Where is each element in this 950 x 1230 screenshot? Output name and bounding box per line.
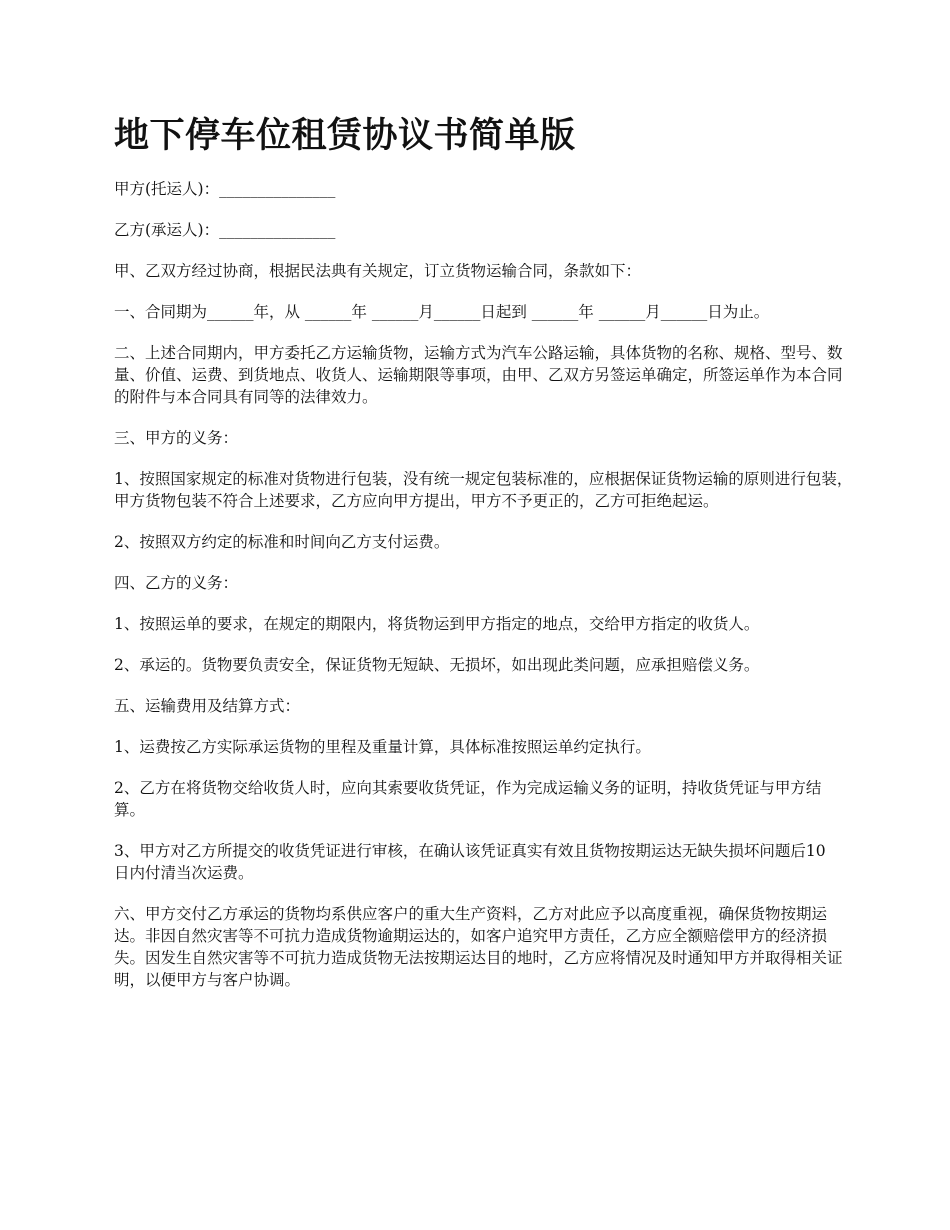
- party-a-line: 甲方(托运人)：_______________: [114, 180, 336, 198]
- clause-4-item-2: 2、承运的。货物要负责安全，保证货物无短缺、无损坏，如出现此类问题，应承担赔偿义务。: [114, 656, 760, 674]
- intro-paragraph: 甲、乙双方经过协商，根据民法典有关规定，订立货物运输合同，条款如下：: [114, 262, 642, 280]
- clause-4-item-1: 1、按照运单的要求，在规定的期限内，将货物运到甲方指定的地点，交给甲方指定的收货人。: [114, 615, 760, 633]
- clause-2-scope: 二、上述合同期内，甲方委托乙方运输货物，运输方式为汽车公路运输，具体货物的名称、规格、型号、数量、价值、运费、到货地点、收货人、运输期限等事项，由甲、乙双方另签运单确定，所签运单作为本合同的附件与本合同具有同等的法律效力。: [114, 344, 843, 406]
- party-b-line: 乙方(承运人)：_______________: [114, 221, 336, 239]
- clause-4-heading: 四、乙方的义务：: [114, 574, 239, 592]
- clause-5-item-3: 3、甲方对乙方所提交的收货凭证进行审核，在确认该凭证真实有效且货物按期运达无缺失损坏问题后10日内付清当次运费。: [114, 842, 826, 882]
- document-body: [114, 178, 854, 1010]
- clause-3-item-1: 1、按照国家规定的标准对货物进行包装，没有统一规定包装标准的，应根据保证货物运输的原则进行包装，甲方货物包装不符合上述要求，乙方应向甲方提出，甲方不予更正的，乙方可拒绝起运。: [114, 470, 853, 510]
- clause-3-heading: 三、甲方的义务：: [114, 429, 239, 447]
- clause-3-item-2: 2、按照双方约定的标准和时间向乙方支付运费。: [114, 533, 450, 551]
- clause-5-heading: 五、运输费用及结算方式：: [114, 697, 301, 715]
- clause-5-item-2: 2、乙方在将货物交给收货人时，应向其索要收货凭证，作为完成运输义务的证明，持收货凭证与甲方结算。: [114, 779, 822, 819]
- clause-6-paragraph: 六、甲方交付乙方承运的货物均系供应客户的重大生产资料，乙方对此应予以高度重视，确保货物按期运达。非因自然灾害等不可抗力造成货物逾期运达的，如客户追究甲方责任，乙方应全额赔偿甲方的经济损失。因发生自然灾害等不可抗力造成货物无法按期运达目的地时，乙方应将情况及时通知甲方并取得相关证明，以便甲方与客户协调。: [114, 905, 843, 989]
- document-title: 地下停车位租赁协议书简单版: [114, 116, 576, 156]
- clause-1-term: 一、合同期为______年，从 ______年 ______月______日起到 ______年 ______月______日为止。: [114, 303, 770, 321]
- clause-5-item-1: 1、运费按乙方实际承运货物的里程及重量计算，具体标准按照运单约定执行。: [114, 738, 651, 756]
